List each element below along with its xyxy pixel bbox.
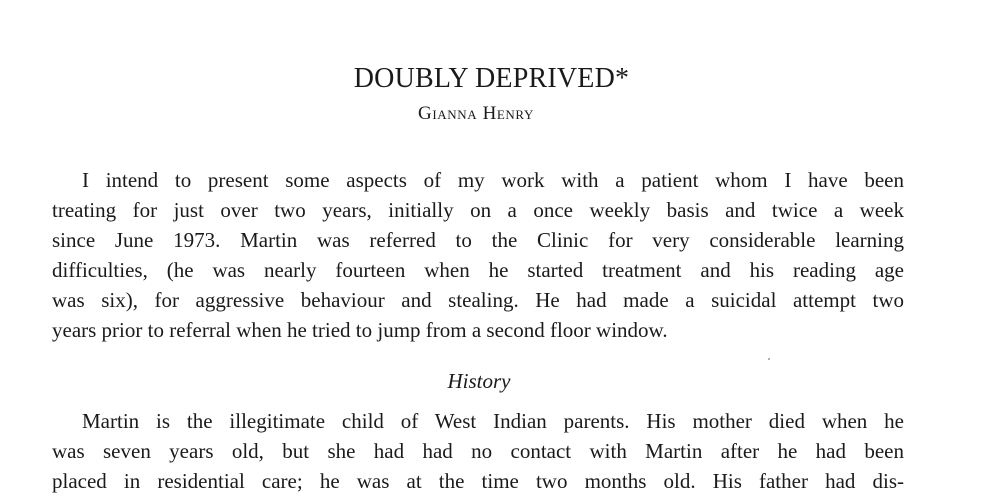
history-paragraph (52, 406, 904, 496)
intro-line: difficulties, (he was nearly fourteen when he started treatment and his reading age (52, 258, 904, 282)
intro-line: since June 1973. Martin was referred to the Clinic for very considerable learning (52, 228, 904, 252)
intro-line: was six), for aggressive behaviour and stealing. He had made a suicidal attempt two (52, 288, 904, 312)
scan-speck (768, 358, 770, 360)
article-author: Gianna Henry (418, 103, 534, 124)
article-title: DOUBLY DEPRIVED* (353, 63, 630, 94)
intro-paragraph (52, 165, 904, 345)
history-line: placed in residential care; he was at the time two months old. His father had dis- (52, 469, 904, 493)
intro-line: treating for just over two years, initially on a once weekly basis and twice a week (52, 198, 904, 222)
intro-line: I intend to present some aspects of my work with a patient whom I have been (82, 168, 904, 192)
history-line: Martin is the illegitimate child of West Indian parents. His mother died when he (82, 409, 904, 433)
intro-line: years prior to referral when he tried to jump from a second floor window. (52, 318, 668, 342)
history-line: was seven years old, but she had had no contact with Martin after he had been (52, 439, 904, 463)
section-heading-history: History (447, 369, 511, 393)
